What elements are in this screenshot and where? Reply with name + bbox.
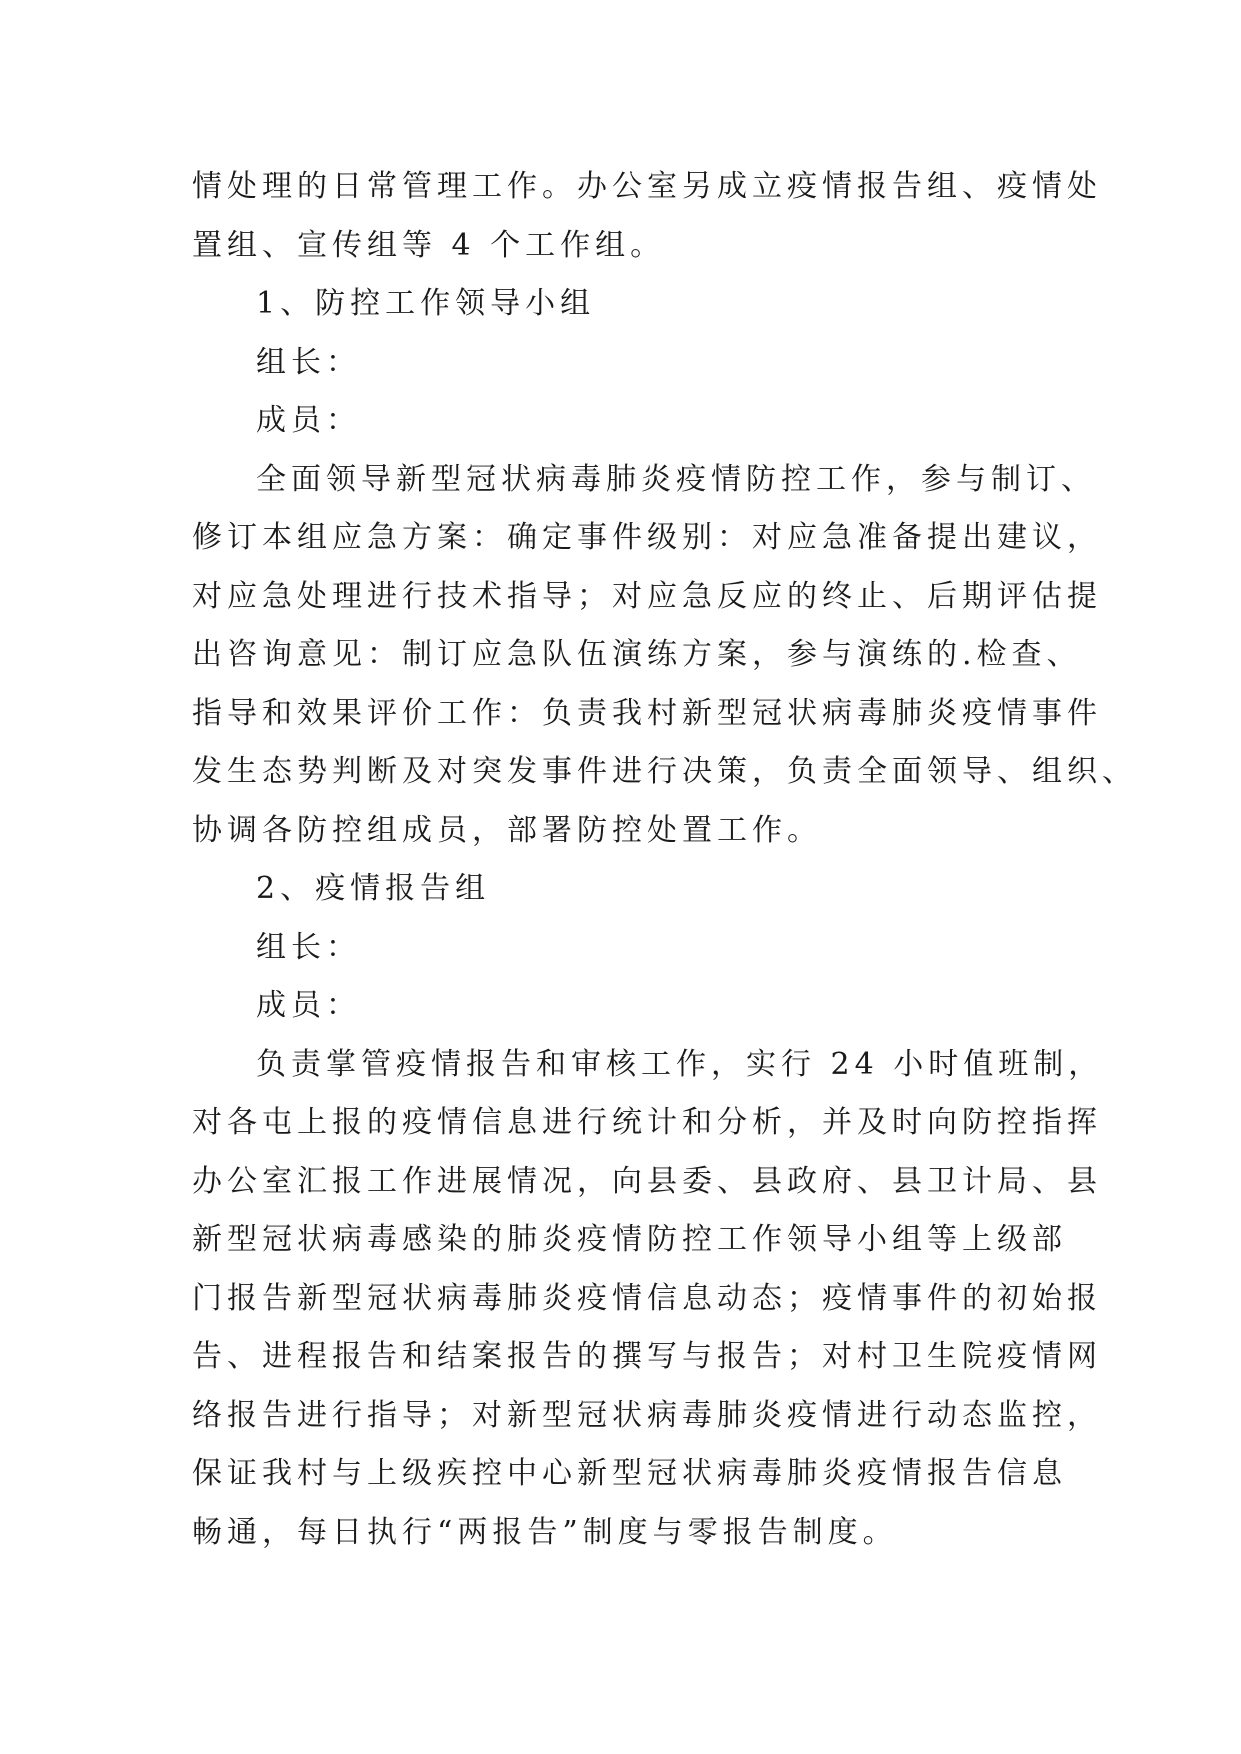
- text-line: 修订本组应急方案：确定事件级别：对应急准备提出建议，: [192, 520, 1102, 555]
- text-line: 办公室汇报工作进展情况，向县委、县政府、县卫计局、县: [192, 1163, 1102, 1199]
- text-line: 畅通，每日执行“两报告”制度与零报告制度。: [192, 1514, 898, 1550]
- text-line: 络报告进行指导；对新型冠状病毒肺炎疫情进行动态监控，: [192, 1397, 1102, 1433]
- text-line: 成员：: [256, 403, 361, 438]
- text-line: 对应急处理进行技术指导；对应急反应的终止、后期评估提: [192, 578, 1102, 614]
- text-line: 新型冠状病毒感染的肺炎疫情防控工作领导小组等上级部: [192, 1222, 1067, 1257]
- text-line: 组长：: [256, 344, 361, 380]
- text-line: 2、疫情报告组: [256, 871, 491, 906]
- text-line: 告、进程报告和结案报告的撰写与报告；对村卫生院疫情网: [192, 1339, 1102, 1374]
- text-line: 发生态势判断及对突发事件进行决策，负责全面领导、组织、: [192, 754, 1137, 789]
- text-line: 出咨询意见：制订应急队伍演练方案，参与演练的.检查、: [192, 637, 1082, 672]
- text-line: 全面领导新型冠状病毒肺炎疫情防控工作，参与制订、: [256, 461, 1096, 497]
- text-line: 指导和效果评价工作：负责我村新型冠状病毒肺炎疫情事件: [192, 695, 1102, 731]
- text-line: 成员：: [256, 988, 361, 1023]
- text-line: 协调各防控组成员，部署防控处置工作。: [192, 812, 822, 848]
- text-line: 门报告新型冠状病毒肺炎疫情信息动态；疫情事件的初始报: [192, 1280, 1102, 1316]
- text-line: 1、防控工作领导小组: [256, 286, 596, 321]
- text-line: 置组、宣传组等 4 个工作组。: [192, 227, 666, 263]
- text-line: 情处理的日常管理工作。办公室另成立疫情报告组、疫情处: [192, 169, 1102, 204]
- document-body: [192, 158, 1137, 1562]
- text-line: 对各屯上报的疫情信息进行统计和分析，并及时向防控指挥: [192, 1105, 1102, 1140]
- text-line: 组长：: [256, 929, 361, 965]
- text-line: 负责掌管疫情报告和审核工作，实行 24 小时值班制，: [256, 1046, 1104, 1082]
- text-line: 保证我村与上级疾控中心新型冠状病毒肺炎疫情报告信息: [192, 1456, 1067, 1491]
